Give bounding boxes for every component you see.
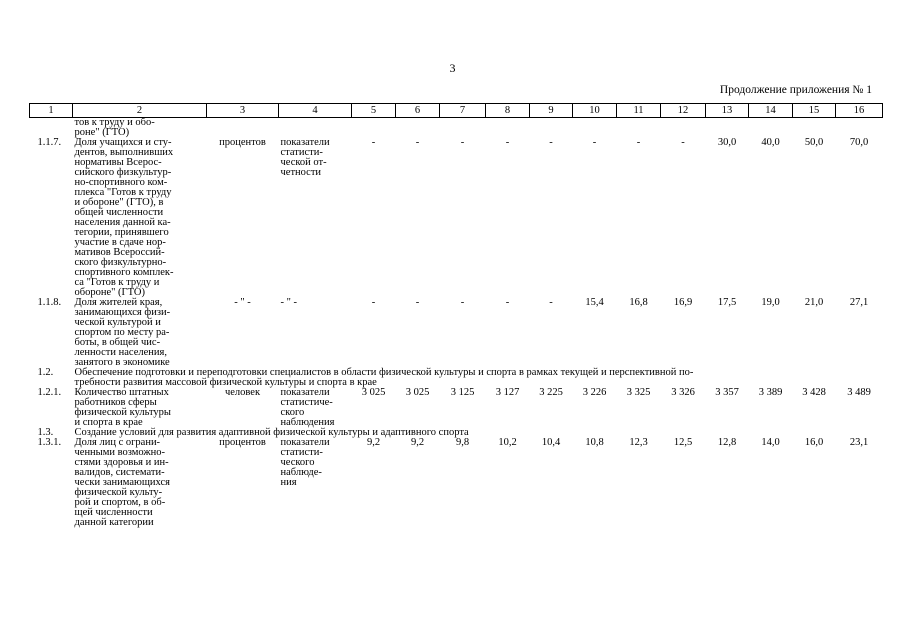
source-cell: показатели статисти- ческого наблюде- ния <box>280 437 330 488</box>
indicator-name: Количество штатных работников сферы физической культуры и спорта в крае <box>74 387 171 428</box>
value-cell: 3 489 <box>847 387 871 398</box>
section-title: Обеспечение подготовки и переподготовки специалистов в области физической культуры и спорта в рамках текущей и перспективной по- требности развития массовой физической культуры и спорта в крае <box>74 367 694 388</box>
value-cell: - <box>549 297 553 308</box>
header-cell: 3 <box>207 104 279 118</box>
section-title: Создание условий для развития адаптивной физической культуры и адаптивного спорта <box>74 427 469 438</box>
value-cell <box>836 118 883 139</box>
value-cell: - <box>460 297 465 308</box>
header-cell: 1 <box>30 104 73 118</box>
value-cell: 23,1 <box>849 437 869 448</box>
value-cell: - <box>549 137 553 148</box>
value-cell: 30,0 <box>717 137 737 148</box>
table-row <box>30 438 883 528</box>
header-cell: 5 <box>352 104 396 118</box>
indicator-name: Доля лиц с ограни- ченными возможно- стями здоровья и ин- валидов, системати- чески занимающихся физической культу- рой и спортом, в об- щей численности данной категории <box>74 437 170 528</box>
value-cell <box>617 118 661 139</box>
page-number: 3 <box>449 61 456 75</box>
section-row <box>30 368 883 388</box>
value-cell <box>396 118 440 139</box>
value-cell: 19,0 <box>761 297 780 308</box>
header-cell: 15 <box>793 104 836 118</box>
value-cell: - <box>415 297 420 308</box>
value-cell <box>530 118 573 139</box>
value-cell: - <box>371 137 376 148</box>
row-number: 1.1.8. <box>37 297 62 308</box>
value-cell: 14,0 <box>761 437 780 448</box>
source-cell <box>279 118 352 139</box>
header-cell: 7 <box>440 104 486 118</box>
value-cell: 3 225 <box>539 387 563 398</box>
header-cell: 11 <box>617 104 661 118</box>
source-cell: - " - <box>280 297 298 308</box>
value-cell: 9,8 <box>455 437 470 448</box>
indicator-name: Доля жителей края, занимающихся физи- ческой культурой и спортом по месту ра- боты, в общей чис- ленности населения, занятого в экономике <box>74 297 171 368</box>
value-cell: 16,8 <box>629 297 648 308</box>
row-number: 1.3. <box>37 427 54 438</box>
value-cell: 21,0 <box>804 297 824 308</box>
value-cell: 3 326 <box>671 387 695 398</box>
value-cell <box>749 118 793 139</box>
value-cell: 3 125 <box>450 387 475 398</box>
value-cell: - <box>371 297 376 308</box>
table-row <box>30 298 883 368</box>
indicator-name: тов к труду и обо- роне" (ГТО) <box>74 117 155 138</box>
table-row <box>30 388 883 428</box>
value-cell <box>706 118 749 139</box>
value-cell: 3 025 <box>361 387 386 398</box>
value-cell <box>486 118 530 139</box>
value-cell: 10,2 <box>498 437 517 448</box>
row-number: 1.2. <box>37 367 54 378</box>
value-cell <box>440 118 486 139</box>
source-cell: показатели статисти- ческой от- четности <box>280 137 330 178</box>
value-cell: - <box>505 137 510 148</box>
header-cell: 8 <box>486 104 530 118</box>
value-cell: 9,2 <box>410 437 425 448</box>
value-cell: 15,4 <box>585 297 604 308</box>
value-cell <box>661 118 706 139</box>
value-cell: 3 357 <box>715 387 739 398</box>
value-cell: 3 226 <box>582 387 607 398</box>
value-cell: 3 389 <box>758 387 783 398</box>
value-cell: - <box>415 137 420 148</box>
header-cell: 6 <box>396 104 440 118</box>
value-cell <box>573 118 617 139</box>
value-cell: 17,5 <box>717 297 737 308</box>
row-number: 1.1.7. <box>37 137 62 148</box>
row-number <box>30 118 73 139</box>
source-cell: показатели статистиче- ского наблюдения <box>280 387 335 428</box>
header-cell: 14 <box>749 104 793 118</box>
indicators-table <box>29 103 883 528</box>
value-cell: 3 428 <box>802 387 826 398</box>
value-cell: 12,5 <box>673 437 693 448</box>
value-cell <box>793 118 836 139</box>
row-number: 1.3.1. <box>37 437 62 448</box>
unit-cell: процентов <box>219 437 266 448</box>
unit-cell <box>207 118 279 139</box>
value-cell: 3 025 <box>405 387 430 398</box>
header-cell: 10 <box>573 104 617 118</box>
header-cell: 16 <box>836 104 883 118</box>
value-cell: 50,0 <box>804 137 824 148</box>
value-cell: - <box>592 137 597 148</box>
header-cell: 13 <box>706 104 749 118</box>
row-number: 1.2.1. <box>37 387 62 398</box>
value-cell <box>352 118 396 139</box>
header-row <box>30 104 883 118</box>
value-cell: - <box>636 137 641 148</box>
value-cell: 16,0 <box>804 437 824 448</box>
value-cell: 16,9 <box>673 297 693 308</box>
header-cell: 9 <box>530 104 573 118</box>
value-cell: 12,8 <box>717 437 737 448</box>
value-cell: 9,2 <box>366 437 381 448</box>
value-cell: 3 127 <box>495 387 520 398</box>
value-cell: 27,1 <box>849 297 869 308</box>
header-cell: 12 <box>661 104 706 118</box>
value-cell: - <box>505 297 510 308</box>
header-cell: 2 <box>73 104 207 118</box>
value-cell: 12,3 <box>629 437 648 448</box>
value-cell: 70,0 <box>849 137 869 148</box>
value-cell: 3 325 <box>626 387 651 398</box>
value-cell: 10,4 <box>541 437 561 448</box>
indicator-name: Доля учащихся и сту- дентов, выполнивших нормативы Всерос- сийского физкультур- но-спортивного ком- плекса "Готов к труду и обороне" (ГТО), в общей численности населения данной ка- тегории, принявшего участие в сдаче нор- мативов Всероссий- ского физкультурно- спортивного комплек- са "Готов к труду и обороне" (ГТО) <box>74 137 174 298</box>
table-row <box>30 118 883 139</box>
unit-cell: человек <box>224 387 261 398</box>
unit-cell: процентов <box>219 137 266 148</box>
continuation-label: Продолжение приложения № 1 <box>719 84 872 96</box>
unit-cell: - " - <box>234 297 251 308</box>
value-cell: - <box>681 137 685 148</box>
table-row <box>30 138 883 298</box>
value-cell: - <box>460 137 465 148</box>
header-cell: 4 <box>279 104 352 118</box>
value-cell: 10,8 <box>585 437 604 448</box>
value-cell: 40,0 <box>761 137 780 148</box>
